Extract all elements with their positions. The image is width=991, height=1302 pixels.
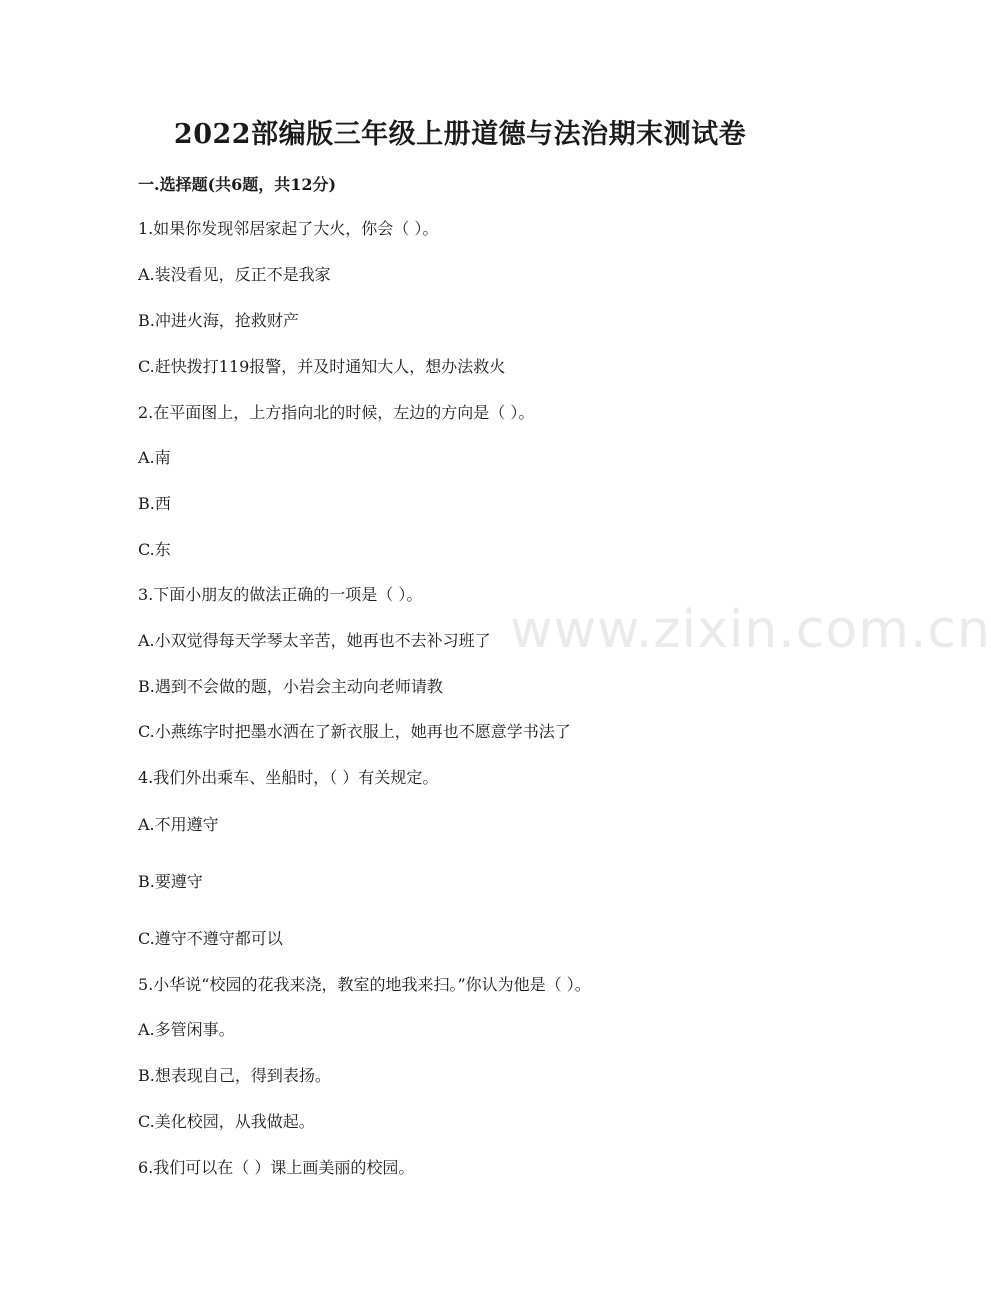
q3-option-c: C.小燕练字时把墨水洒在了新衣服上，她再也不愿意学书法了 [138, 722, 571, 741]
q1-option-b: B.冲进火海，抢救财产 [138, 311, 299, 330]
q4-option-a: A.不用遵守 [138, 815, 219, 834]
q2-option-b: B.西 [138, 494, 171, 513]
q1-option-a: A.装没看见，反正不是我家 [138, 265, 331, 284]
section-heading: 一.选择题(共6题，共12分) [138, 175, 337, 194]
q2-option-c: C.东 [138, 540, 171, 559]
question-4: 4.我们外出乘车、坐船时，（ ）有关规定。 [138, 768, 439, 787]
question-3: 3.下面小朋友的做法正确的一项是（ ）。 [138, 585, 423, 604]
q1-option-c: C.赶快拨打119报警，并及时通知大人，想办法救火 [138, 357, 506, 376]
q2-option-a: A.南 [138, 448, 171, 467]
question-5: 5.小华说“校园的花我来浇，教室的地我来扫。”你认为他是（ ）。 [138, 975, 591, 994]
question-2: 2.在平面图上，上方指向北的时候，左边的方向是（ ）。 [138, 403, 535, 422]
q3-option-a: A.小双觉得每天学琴太辛苦，她再也不去补习班了 [138, 631, 491, 650]
q4-option-c: C.遵守不遵守都可以 [138, 929, 283, 948]
question-6: 6.我们可以在（ ）课上画美丽的校园。 [138, 1158, 415, 1177]
q4-option-b: B.要遵守 [138, 872, 203, 891]
q5-option-a: A.多管闲事。 [138, 1020, 235, 1039]
document-title: 2022部编版三年级上册道德与法治期末测试卷 [173, 119, 747, 150]
watermark: www.zixin.com.cn [510, 600, 991, 660]
question-1: 1.如果你发现邻居家起了大火，你会（ ）。 [138, 219, 439, 238]
q5-option-c: C.美化校园，从我做起。 [138, 1112, 315, 1131]
q3-option-b: B.遇到不会做的题，小岩会主动向老师请教 [138, 677, 443, 696]
q5-option-b: B.想表现自己，得到表扬。 [138, 1066, 331, 1085]
